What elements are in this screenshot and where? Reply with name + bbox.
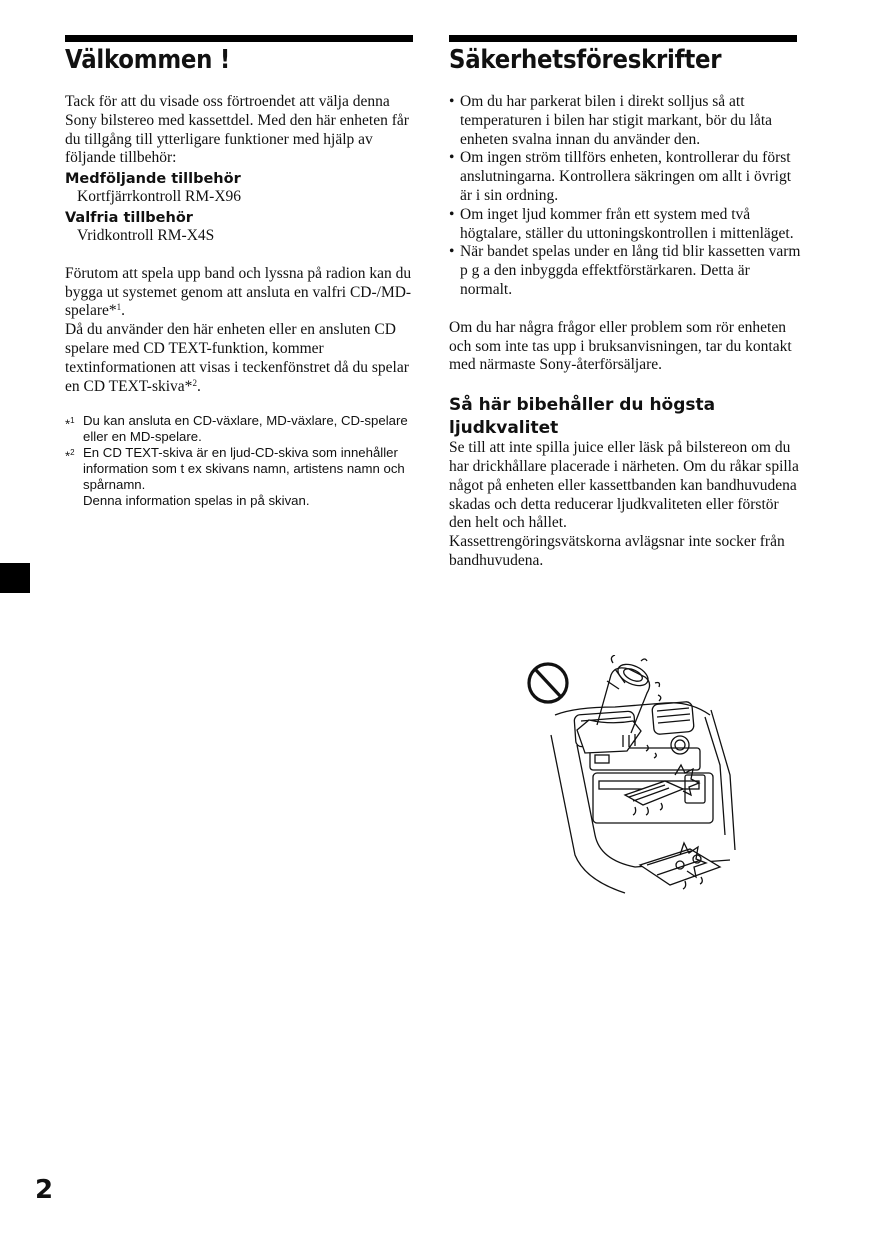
list-item: • När bandet spelas under en lång tid blir kassetten varm p g a den inbyggda effektförstärkaren. Detta är normalt.: [449, 243, 801, 298]
expand-system-paragraph: Förutom att spela upp band och lyssna på radion kan du bygga ut systemet genom att ansluta en valfri CD-/MD-spelare*$^1$.: [65, 264, 412, 320]
right-column: [449, 93, 801, 571]
cleaning-fluid-paragraph: Kassettrengöringsvätskorna avlägsnar inte socker från bandhuvudena.: [449, 533, 785, 569]
list-item: • Om ingen ström tillförs enheten, kontrollerar du först anslutningarna. Kontrollera säkringen om allt i övrigt är i sin ordning.: [449, 149, 792, 204]
welcome-title: Välkommen !: [65, 45, 231, 75]
spill-warning-illustration: [515, 655, 755, 900]
right-title-rule: [449, 35, 797, 42]
included-accessories-heading: Medföljande tillbehör: [65, 171, 241, 188]
sound-quality-heading: Så här bibehåller du högsta ljudkvalitet: [449, 395, 716, 438]
list-item: • Om du har parkerat bilen i direkt solljus så att temperaturen i bilen har stigit markant, bör du låta enheten svalna innan du använder den.: [449, 93, 773, 148]
safety-title: Säkerhetsföreskrifter: [449, 45, 722, 75]
sound-quality-paragraph: Se till att inte spilla juice eller läsk på bilstereon om du har drickhållare placerade i närheten. Om du råkar spilla något på enheten eller kassettbanden kan bandhuvudena skadas och detta reducerar ljudkvaliteten eller förstör den helt och hållet.: [449, 439, 799, 532]
section-tab-marker: [0, 563, 30, 593]
optional-accessory-item: Vridkontroll RM-X4S: [77, 226, 215, 244]
intro-paragraph: Tack för att du visade oss förtroendet att välja denna Sony bilstereo med kassettdel. Med den här enheten får du tillgång till ytterligare funktioner med hjälp av följande tillbehör:: [65, 93, 409, 167]
included-accessory-item: Kortfjärrkontroll RM-X96: [77, 188, 242, 206]
footnote-1: *$^1$ Du kan ansluta en CD-växlare, MD-växlare, CD-spelare eller en MD-spelare.: [65, 413, 408, 445]
contact-paragraph: Om du har några frågor eller problem som rör enheten och som inte tas upp i bruksanvisningen, tar du kontakt med närmaste Sony-återförsäljare.: [449, 318, 792, 374]
left-column: [65, 93, 415, 509]
safety-bullet-list: [449, 93, 801, 300]
page-number: 2: [35, 1175, 54, 1205]
optional-accessories-heading: Valfria tillbehör: [65, 209, 193, 226]
list-item: • Om inget ljud kommer från ett system med två högtalare, ställer du uttoningskontrollen i mittenläget.: [449, 205, 794, 242]
footnote-2: *$^2$ En CD TEXT-skiva är en ljud-CD-skiva som innehåller information som t ex skivans namn, artistens namn och spårnamn. Denna information spelas in på skivan.: [65, 445, 405, 509]
cd-text-paragraph: Då du använder den här enheten eller en ansluten CD spelare med CD TEXT-funktion, kommer textinformationen att visas i teckenfönstret då du spelar en CD TEXT-skiva*$^2$.: [65, 321, 409, 395]
prohibition-icon: [529, 664, 567, 702]
left-title-rule: [65, 35, 413, 42]
